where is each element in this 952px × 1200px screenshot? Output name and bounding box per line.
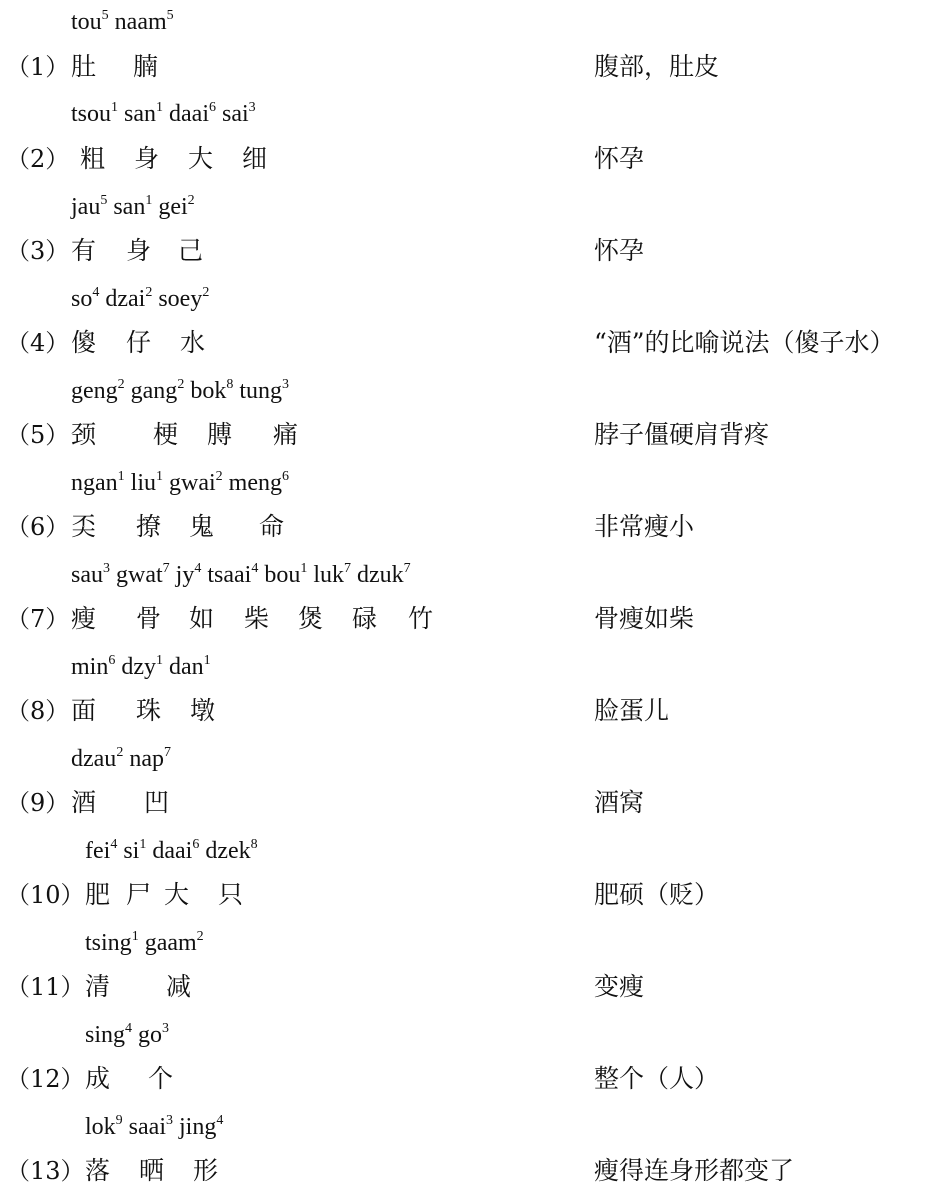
entry-char: 墩	[190, 696, 216, 725]
entry-char: 奀	[71, 512, 97, 541]
syllable: dzek$^8$	[205, 837, 258, 864]
entry-char: 骨	[136, 604, 162, 633]
entry-number: （6）	[6, 513, 70, 541]
syllable: dzai$^2$	[105, 285, 153, 312]
syllable: tsaai$^4$	[207, 561, 259, 588]
entry-number: （1）	[6, 53, 70, 81]
syllable: sai$^3$	[222, 100, 256, 127]
entry-char: 命	[259, 512, 285, 541]
tone-number: 3	[103, 561, 110, 576]
tone-number: 6	[192, 837, 200, 852]
entry-meaning: 怀孕	[594, 144, 645, 173]
tone-number: 4	[92, 285, 100, 300]
entry-char: 仔	[126, 328, 152, 357]
tone-number: 8	[250, 837, 258, 852]
tone-number: 6	[108, 653, 116, 668]
syllable: liu$^1$	[130, 469, 163, 496]
entry-meaning: 脖子僵硬肩背疼	[594, 420, 770, 449]
entry-number: （7）	[6, 605, 70, 633]
syllable: $so^4$	[71, 285, 100, 312]
syllable: gwai$^2$	[169, 469, 223, 496]
tone-number: 3	[165, 1113, 173, 1128]
syllable: dan$^1$	[169, 653, 211, 680]
syllable: luk$^7$	[313, 561, 351, 588]
entry-meaning: “酒”的比喻说法（傻子水）	[594, 328, 895, 357]
entry-char: 落	[85, 1156, 111, 1185]
tone-number: 4	[194, 561, 202, 576]
entry-char: 膊	[207, 420, 233, 449]
tone-number: 7	[343, 561, 351, 576]
syllable: naam$^5$	[114, 8, 174, 35]
syllable: tsing$^1$	[85, 929, 139, 956]
romanization-line	[71, 193, 195, 221]
entry-char: 面	[71, 696, 97, 725]
entry-char: 凹	[144, 788, 170, 817]
entry-number: （3）	[6, 237, 70, 265]
tone-number: 3	[162, 1021, 170, 1036]
syllable: jau$^5$	[71, 193, 108, 220]
entry-meaning: 怀孕	[594, 236, 645, 265]
syllable: bou$^1$	[264, 561, 308, 588]
syllable: dzau$^2$	[71, 745, 124, 772]
entry-char: 只	[218, 880, 244, 909]
romanization-line	[85, 837, 258, 865]
syllable: sau$^3$	[71, 561, 110, 588]
entry-char: 撩	[136, 512, 162, 541]
syllable: $jy^4$	[175, 561, 202, 588]
syllable: nap$^7$	[129, 745, 171, 772]
entry-char: 形	[193, 1156, 219, 1185]
tone-number: 1	[300, 561, 308, 576]
entry-char: 细	[242, 144, 268, 173]
syllable: daai$^6$	[169, 100, 216, 127]
tone-number: 4	[125, 1021, 133, 1036]
tone-number: 2	[202, 285, 210, 300]
entry-char: 竹	[408, 604, 434, 633]
syllable: gaam$^2$	[144, 929, 204, 956]
romanization-line	[71, 561, 411, 589]
syllable: tsou$^1$	[71, 100, 119, 127]
syllable: tung$^3$	[239, 377, 289, 404]
syllable: daai$^6$	[152, 837, 200, 864]
entry-number: （10）	[6, 881, 85, 909]
entry-char: 肚	[71, 52, 97, 81]
entry-meaning: 骨瘦如柴	[594, 604, 695, 633]
tone-number: 3	[281, 377, 289, 392]
entry-meaning: 瘦得连身形都变了	[594, 1156, 795, 1185]
entry-char: 鬼	[189, 512, 215, 541]
entry-number: （11）	[6, 973, 85, 1001]
tone-number: 7	[403, 561, 411, 576]
entry-char: 瘦	[71, 604, 97, 633]
syllable: tou$^5$	[71, 8, 109, 35]
syllable: ngan$^1$	[71, 469, 125, 496]
syllable: dzuk$^7$	[356, 561, 411, 588]
romanization-line	[85, 1113, 223, 1141]
tone-number: 5	[166, 8, 174, 23]
entry-char: 尸	[126, 880, 152, 909]
entry-char: 珠	[136, 696, 162, 725]
entry-char: 成	[85, 1064, 111, 1093]
tone-number: 6	[209, 100, 216, 115]
tone-number: 2	[117, 377, 125, 392]
syllable: lok$^9$	[85, 1113, 123, 1140]
entry-char: 水	[180, 328, 206, 357]
entry-char: 碌	[352, 604, 378, 633]
entry-char: 晒	[139, 1156, 165, 1185]
tone-number: 1	[145, 193, 153, 208]
entry-number: （8）	[6, 697, 70, 725]
syllable: sing$^4$	[85, 1021, 133, 1048]
entry-char: 如	[189, 604, 215, 633]
entry-meaning: 脸蛋儿	[594, 696, 670, 725]
tone-number: 4	[216, 1113, 224, 1128]
entry-char: 梗	[153, 420, 179, 449]
entry-char: 身	[126, 236, 152, 265]
entry-meaning: 整个（人）	[594, 1064, 720, 1093]
syllable: gei$^2$	[158, 193, 195, 220]
entry-char: 煲	[298, 604, 324, 633]
tone-number: 6	[281, 469, 289, 484]
entry-number: （9）	[6, 789, 70, 817]
tone-number: 2	[215, 469, 223, 484]
entry-char: 粗	[80, 144, 106, 173]
entry-char: 腩	[133, 52, 159, 81]
entry-number: （13）	[6, 1157, 85, 1185]
tone-number: 1	[156, 653, 163, 668]
entry-char: 傻	[71, 328, 97, 357]
entry-char: 己	[178, 236, 204, 265]
entry-meaning: 酒窝	[594, 788, 645, 817]
syllable: saai$^3$	[128, 1113, 173, 1140]
tone-number: 7	[163, 745, 171, 760]
syllable: fei$^4$	[85, 837, 118, 864]
entry-char: 酒	[71, 788, 97, 817]
syllable: $\min^6$	[71, 653, 116, 680]
tone-number: 2	[196, 929, 204, 944]
tone-number: 1	[117, 469, 125, 484]
entry-char: 大	[164, 880, 190, 909]
entry-char: 柴	[244, 604, 270, 633]
tone-number: 2	[177, 377, 185, 392]
entry-char: 身	[134, 144, 160, 173]
syllable: $si^1$	[123, 837, 147, 864]
tone-number: 4	[251, 561, 259, 576]
romanization-line	[71, 469, 289, 497]
romanization-line	[71, 100, 256, 128]
tone-number: 2	[145, 285, 153, 300]
tone-number: 4	[110, 837, 118, 852]
syllable: san$^1$	[124, 100, 164, 127]
entry-meaning: 非常瘦小	[594, 512, 695, 541]
romanization-line	[71, 285, 209, 313]
tone-number: 2	[116, 745, 124, 760]
entry-meaning: 肥硕（贬）	[594, 880, 720, 909]
entry-meaning: 腹部，肚皮	[594, 52, 720, 81]
tone-number: 8	[226, 377, 234, 392]
entry-char: 肥	[85, 880, 111, 909]
romanization-line	[71, 8, 174, 36]
tone-number: 1	[131, 929, 139, 944]
syllable: gwat$^7$	[116, 561, 170, 588]
tone-number: 1	[111, 100, 119, 115]
tone-number: 1	[203, 653, 211, 668]
syllable: meng$^6$	[228, 469, 289, 496]
entry-char: 减	[166, 972, 192, 1001]
tone-number: 5	[100, 193, 108, 208]
syllable: bok$^8$	[190, 377, 234, 404]
romanization-line	[85, 1021, 169, 1049]
entry-number: （4）	[6, 329, 70, 357]
syllable: dzy$^1$	[121, 653, 163, 680]
entry-char: 清	[85, 972, 111, 1001]
syllable: san$^1$	[113, 193, 153, 220]
entry-char: 个	[148, 1064, 174, 1093]
entry-number: （2）	[6, 145, 70, 173]
romanization-line	[71, 377, 289, 405]
tone-number: 9	[115, 1113, 123, 1128]
tone-number: 1	[156, 100, 164, 115]
entry-char: 大	[188, 144, 214, 173]
romanization-line	[71, 745, 171, 773]
entry-number: （5）	[6, 421, 70, 449]
entry-meaning: 变瘦	[594, 972, 645, 1001]
entry-char: 有	[71, 236, 97, 265]
entry-char: 颈	[71, 420, 97, 449]
syllable: jing$^4$	[178, 1113, 224, 1140]
syllable: geng$^2$	[71, 377, 125, 404]
tone-number: 1	[139, 837, 147, 852]
tone-number: 5	[101, 8, 109, 23]
tone-number: 1	[156, 469, 163, 484]
romanization-line	[85, 929, 204, 957]
tone-number: 2	[187, 193, 195, 208]
tone-number: 7	[162, 561, 170, 576]
romanization-line	[71, 653, 211, 681]
syllable: gang$^2$	[130, 377, 185, 404]
entry-char: 痛	[273, 420, 299, 449]
syllable: soey$^2$	[158, 285, 210, 312]
entry-number: （12）	[6, 1065, 85, 1093]
tone-number: 3	[248, 100, 256, 115]
syllable: $go^3$	[138, 1021, 170, 1048]
